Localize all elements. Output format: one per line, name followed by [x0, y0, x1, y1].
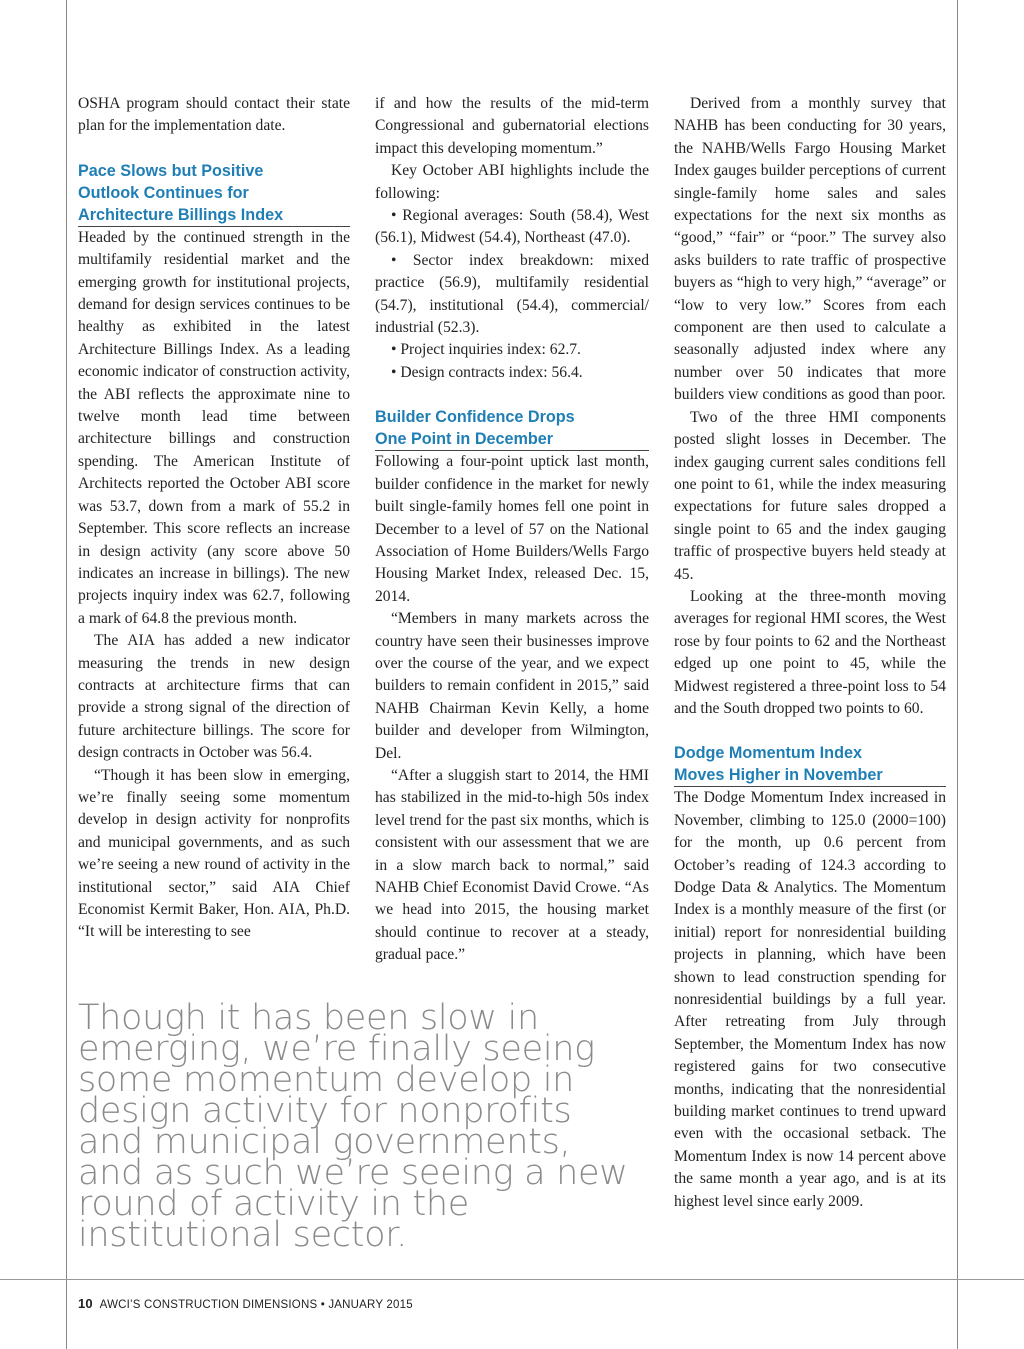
paragraph: Looking at the three-month moving averages for regional HMI scores, the West rose by four points to 62 and the Northeast edged up one point to 45, while the Midwest registered a three-point loss to 54 and the South dropped two points to 60. — [674, 587, 946, 717]
column-2 — [375, 93, 649, 967]
left-margin-rule — [66, 0, 67, 1349]
heading-line: Dodge Momentum Index — [674, 744, 862, 763]
paragraph: The AIA has added a new indicator measuring the trends in new design contracts at architecture firms that can provide a strong signal of the direction of future architecture billings. The score for design contracts in October was 56.4. — [78, 632, 350, 762]
heading-line: Architecture Billings Index — [78, 205, 284, 224]
column-3 — [674, 93, 946, 1213]
paragraph: Key October ABI highlights include the following: — [375, 162, 649, 202]
section-heading-builder-confidence — [375, 406, 649, 451]
pull-quote: Though it has been slow in emerging, we’re finally seeing some momentum develop in design activity for nonprofits and municipal governments, and as such we’re seeing a new round of activity in the institutional sector. — [78, 998, 628, 1255]
paragraph: “Though it has been slow in emerging, we’re finally seeing some momentum develop in design activity for nonprofits and municipal governments, and as such we’re seeing a new round of activity in the institutional sector,” said AIA Chief Economist Kermit Baker, Hon. AIA, Ph.D. “It will be interesting to see — [78, 766, 350, 941]
paragraph: OSHA program should contact their state plan for the implementation date. — [78, 95, 350, 135]
section-heading-dodge-momentum — [674, 742, 946, 787]
bullet-item: • Project inquiries index: 62.7. — [391, 341, 581, 359]
footer-rule — [0, 1279, 1024, 1280]
column-1 — [78, 93, 350, 944]
paragraph: Two of the three HMI components posted slight losses in December. The index gauging current sales conditions fell one point to 61, while the index measuring expectations for future sales dropped a single point to 65 and the index gauging traffic of prospective buyers held steady at 45. — [674, 408, 946, 583]
page-number: 10 — [78, 1296, 93, 1311]
paragraph: Following a four-point uptick last month, builder confidence in the market for newly built single-family homes fell one point in December to a level of 57 on the National Association of Home Builders/Wells Fargo Housing Market Index, released Dec. 15, 2014. — [375, 453, 649, 605]
heading-line: One Point in December — [375, 430, 554, 449]
bullet-item: • Design contracts index: 56.4. — [391, 363, 583, 381]
paragraph: Derived from a monthly survey that NAHB has been conducting for 30 years, the NAHB/Wells Fargo Housing Market Index gauges builder perceptions of current single-family home sales and sales expectations for the next six months as “good,” “fair” or “poor.” The survey also asks builders to rate traffic of prospective buyers as “high to very high,” “average” or “low to very low.” Scores from each component are then used to calculate a seasonally adjusted index where any number over 50 indicates that more builders view conditions as good than poor. — [674, 95, 946, 404]
bullet-item: • Sector index breakdown: mixed practice (56.9), multifamily residential (54.7), institutional (54.4), commercial/ industrial (52.3). — [375, 251, 649, 337]
heading-line: Moves Higher in November — [674, 766, 883, 785]
paragraph: Headed by the continued strength in the multifamily residential market and the emerging growth for institutional projects, demand for design services continues to be healthy as exhibited in the latest Architecture Billings Index. As a leading economic indicator of construction activity, the ABI reflects the approximate nine to twelve month lead time between architecture billings and construction spending. The American Institute of Architects reported the October ABI score was 53.7, down from a mark of 55.2 in September. This score reflects an increase in design activity (any score above 50 indicates an increase in billings). The new projects inquiry index was 62.7, following a mark of 64.8 the previous month. — [78, 228, 350, 627]
heading-line: Builder Confidence Drops — [375, 408, 575, 427]
section-heading-abi — [78, 160, 350, 227]
bullet-item: • Regional averages: South (58.4), West (56.1), Midwest (54.4), Northeast (47.0). — [375, 207, 649, 247]
publication-line: AWCI’S CONSTRUCTION DIMENSIONS • JANUARY 2015 — [99, 1299, 413, 1311]
paragraph: if and how the results of the mid-term Congressional and gubernatorial elections impact this developing momentum.” — [375, 95, 649, 157]
heading-line: Outlook Continues for — [78, 183, 249, 202]
page-footer — [78, 1296, 413, 1311]
heading-line: Pace Slows but Positive — [78, 161, 264, 180]
paragraph: The Dodge Momentum Index increased in November, climbing to 125.0 (2000=100) for the month, up 0.6 percent from October’s reading of 124.3 according to Dodge Data & Analytics. The Momentum Index is a monthly measure of the first (or initial) report for nonresidential building projects in planning, which have been shown to lead construction spending for nonresidential buildings by a full year. After retreating from July through September, the Momentum Index has now registered gains for two consecutive months, indicating that the nonresidential building market continues to trend upward even with the occasional setback. The Momentum Index is now 14 percent above the same month a year ago, and is at its highest level since early 2009. — [674, 789, 946, 1210]
paragraph: “After a sluggish start to 2014, the HMI has stabilized in the mid-to-high 50s index level trend for the past six months, which is consistent with our assessment that we are in a slow march back to normal,” said NAHB Chief Economist David Crowe. “As we head into 2015, the housing market should continue to recover at a steady, gradual pace.” — [375, 766, 649, 964]
right-margin-rule — [957, 0, 958, 1349]
paragraph: “Members in many markets across the country have seen their businesses improve over the course of the year, and we expect builders to remain confident in 2015,” said NAHB Chairman Kevin Kelly, a home builder and developer from Wilmington, Del. — [375, 610, 649, 762]
